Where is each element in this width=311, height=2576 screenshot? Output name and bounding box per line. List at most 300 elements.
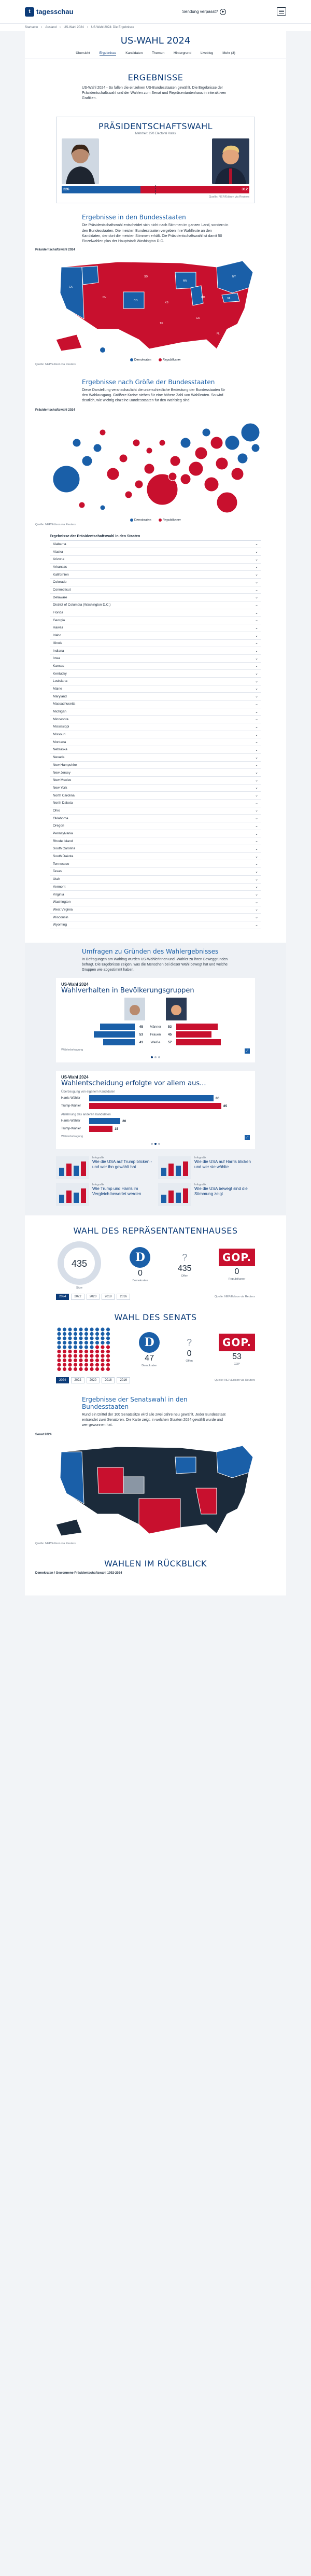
senate-seat-dot bbox=[90, 1336, 93, 1340]
state-bubble[interactable] bbox=[125, 491, 132, 498]
state-accordion-item[interactable] bbox=[50, 853, 261, 861]
state-name: Nebraska bbox=[53, 748, 67, 752]
state-name: New Hampshire bbox=[53, 763, 77, 767]
senate-seat-dot bbox=[101, 1354, 104, 1357]
group-label: Weiße bbox=[150, 1040, 161, 1044]
gop-value: 53 bbox=[168, 1025, 172, 1029]
teaser-row bbox=[56, 1156, 255, 1179]
teaser-headline: Wie die USA bewegt sind die Stimmung zeigt bbox=[194, 1186, 248, 1196]
missed-broadcast-link[interactable] bbox=[182, 9, 227, 15]
state-bubble[interactable] bbox=[204, 477, 219, 492]
reason-value: 20 bbox=[122, 1119, 126, 1123]
chevron-down-icon: ⌄ bbox=[255, 923, 258, 927]
gop-value: 57 bbox=[168, 1040, 172, 1044]
state-name: Pennsylvania bbox=[53, 832, 73, 836]
senate-seat-dot bbox=[79, 1341, 82, 1345]
subnav-item[interactable]: Liveblog bbox=[200, 51, 214, 55]
results-heading: ERGEBNISSE bbox=[128, 73, 183, 82]
teaser-text bbox=[92, 1183, 153, 1206]
senate-seat-dot bbox=[90, 1327, 93, 1331]
state-bubble[interactable] bbox=[170, 456, 180, 466]
chevron-down-icon: ⌄ bbox=[255, 885, 258, 889]
state-accordion-item[interactable] bbox=[50, 785, 261, 792]
chevron-down-icon: ⌄ bbox=[255, 580, 258, 584]
subnav-item[interactable]: Themen bbox=[152, 51, 164, 55]
year-tab[interactable]: 2018 bbox=[102, 1294, 115, 1300]
by-state-source: Quelle: NEP/Edison via Reuters bbox=[35, 362, 76, 366]
chevron-down-icon: ⌄ bbox=[255, 862, 258, 866]
state-bubble[interactable] bbox=[159, 440, 165, 446]
reason-row bbox=[61, 1095, 250, 1101]
chevron-down-icon: ⌄ bbox=[255, 641, 258, 646]
teaser-kicker: Infografik bbox=[194, 1156, 206, 1160]
chevron-down-icon: ⌄ bbox=[255, 778, 258, 782]
president-source: Quelle: NEP/Edison via Reuters bbox=[209, 195, 249, 199]
president-box bbox=[56, 117, 255, 203]
chevron-down-icon: ⌄ bbox=[255, 824, 258, 828]
year-tab[interactable]: 2022 bbox=[71, 1294, 84, 1300]
senate-map-text: Rund ein Drittel der 100 Senatssitze wird alle zwei Jahre neu gewählt. Jeder Bundesstaat entsendet zwei Senatoren. Die Karte zeigt, in welchen Staaten 2024 gewählt wurde und wer gewonnen hat. bbox=[82, 1413, 226, 1427]
senate-seat-dot bbox=[95, 1367, 99, 1371]
state-name: Virginia bbox=[53, 892, 64, 897]
state-bubble[interactable] bbox=[189, 461, 203, 476]
svg-text:NY: NY bbox=[232, 275, 236, 278]
state-accordion-item[interactable] bbox=[50, 884, 261, 891]
senate-seat-dot bbox=[63, 1367, 66, 1371]
house-open-caption: Offen bbox=[181, 1274, 188, 1278]
state-accordion-item[interactable] bbox=[50, 876, 261, 884]
state-accordion-item[interactable] bbox=[50, 830, 261, 838]
state-name: Ohio bbox=[53, 808, 60, 813]
state-bubble[interactable] bbox=[231, 468, 244, 480]
state-accordion-item[interactable] bbox=[50, 564, 261, 571]
state-name: Utah bbox=[53, 877, 60, 881]
chevron-down-icon: ⌄ bbox=[255, 550, 258, 554]
state-accordion-item[interactable] bbox=[50, 579, 261, 586]
state-bubble[interactable] bbox=[217, 492, 237, 513]
teaser-card[interactable] bbox=[56, 1183, 153, 1206]
senate-seat-dot bbox=[57, 1332, 61, 1336]
reason-bar bbox=[89, 1103, 221, 1109]
state-accordion-item[interactable] bbox=[50, 541, 261, 549]
state-accordion-item[interactable] bbox=[50, 860, 261, 868]
state-accordion-item[interactable] bbox=[50, 777, 261, 785]
bubble-map-svg[interactable] bbox=[46, 412, 265, 515]
state-bubble[interactable] bbox=[53, 466, 80, 493]
state-accordion-item[interactable] bbox=[50, 746, 261, 754]
state-accordion-item[interactable] bbox=[50, 738, 261, 746]
state-accordion-item[interactable] bbox=[50, 670, 261, 678]
senate-open-caption: Offen bbox=[186, 1359, 193, 1363]
state-accordion-item[interactable] bbox=[50, 914, 261, 921]
open-seats-icon: ? bbox=[187, 1337, 192, 1348]
senate-seat-dot bbox=[106, 1345, 110, 1349]
svg-text:CA: CA bbox=[69, 285, 73, 289]
polls-text: In Befragungen am Wahltag wurden US-Wählerinnen und -Wähler zu ihren Beweggründen befragt. Die Ergebnisse zeigen, was die Menschen bei dieser Wahl bewegt hat und welche Gruppen wie abgestimmt haben. bbox=[82, 957, 228, 972]
tagesschau-logo-icon: t bbox=[25, 7, 34, 17]
chevron-down-icon: ⌄ bbox=[255, 634, 258, 638]
senate-seat-dot bbox=[79, 1363, 82, 1366]
group-row bbox=[61, 1024, 250, 1030]
chevron-down-icon: ⌄ bbox=[255, 794, 258, 798]
state-accordion-item[interactable] bbox=[50, 655, 261, 663]
share-icon[interactable]: ⤢ bbox=[245, 1135, 250, 1140]
senate-seat-dot bbox=[63, 1350, 66, 1353]
state-accordion-item[interactable] bbox=[50, 685, 261, 693]
chevron-down-icon: ⌄ bbox=[255, 809, 258, 813]
senate-seat-dot bbox=[79, 1327, 82, 1331]
card-kicker: US-Wahl 2024 bbox=[61, 982, 89, 987]
svg-text:TX: TX bbox=[160, 321, 163, 325]
house-gop-caption: Republikaner bbox=[228, 1278, 246, 1281]
carousel-dots[interactable] bbox=[61, 1056, 250, 1058]
reason-row bbox=[61, 1126, 250, 1132]
state-accordion-item[interactable] bbox=[50, 640, 261, 648]
senate-seat-dot bbox=[95, 1327, 99, 1331]
chevron-down-icon: ⌄ bbox=[255, 656, 258, 661]
state-bubble[interactable] bbox=[100, 505, 105, 510]
year-tab[interactable]: 2016 bbox=[117, 1294, 130, 1300]
senate-seat-dot bbox=[63, 1341, 66, 1345]
breadcrumb-separator: › bbox=[60, 26, 61, 29]
teaser-text bbox=[194, 1183, 255, 1206]
senate-seat-dot bbox=[84, 1363, 88, 1366]
state-bubble[interactable] bbox=[195, 447, 207, 459]
teaser-thumbnail bbox=[158, 1156, 191, 1179]
state-bubble[interactable] bbox=[180, 474, 191, 484]
state-accordion-item[interactable] bbox=[50, 556, 261, 564]
state-bubble[interactable] bbox=[168, 472, 177, 481]
chevron-down-icon: ⌄ bbox=[255, 702, 258, 706]
chevron-down-icon: ⌄ bbox=[255, 855, 258, 859]
state-bubble[interactable] bbox=[251, 444, 260, 452]
chevron-down-icon: ⌄ bbox=[255, 573, 258, 577]
senate-seat-dot bbox=[106, 1367, 110, 1371]
state-bubble[interactable] bbox=[144, 464, 154, 474]
chevron-down-icon: ⌄ bbox=[255, 755, 258, 760]
state-name: Wisconsin bbox=[53, 915, 68, 919]
state-name: Idaho bbox=[53, 634, 62, 638]
chevron-down-icon: ⌄ bbox=[255, 687, 258, 691]
state-accordion-item[interactable] bbox=[50, 693, 261, 701]
card-title: Wahlentscheidung erfolgte vor allem aus... bbox=[61, 1080, 206, 1088]
subnav-item[interactable]: Hintergrund bbox=[174, 51, 191, 55]
breadcrumb-item[interactable]: US-Wahl 2024 bbox=[64, 26, 84, 29]
senate-seat-dot bbox=[84, 1336, 88, 1340]
breadcrumb-item[interactable]: Startseite bbox=[25, 26, 38, 29]
senate-seat-dot bbox=[101, 1367, 104, 1371]
card-title: Wahlverhalten in Bevölkerungsgruppen bbox=[61, 987, 194, 995]
states-map-svg[interactable] bbox=[46, 251, 265, 355]
state-bubble[interactable] bbox=[146, 447, 152, 454]
state-accordion-item[interactable] bbox=[50, 701, 261, 708]
state-accordion-item[interactable] bbox=[50, 769, 261, 777]
senate-seat-dot bbox=[90, 1354, 93, 1357]
state-name: Texas bbox=[53, 870, 62, 874]
senate-source: Quelle: NEP/Edison via Reuters bbox=[215, 1379, 255, 1382]
teaser-card[interactable] bbox=[56, 1156, 153, 1179]
state-name: Minnesota bbox=[53, 717, 68, 721]
state-bubble[interactable] bbox=[82, 456, 92, 466]
democrats-logo-icon: D bbox=[139, 1332, 160, 1353]
teaser-thumbnail bbox=[56, 1156, 89, 1179]
state-accordion-item[interactable] bbox=[50, 647, 261, 655]
senate-seat-dot bbox=[63, 1359, 66, 1362]
state-accordion-item[interactable] bbox=[50, 632, 261, 640]
state-accordion-item[interactable] bbox=[50, 594, 261, 601]
by-state-legend bbox=[25, 358, 286, 362]
senate-seat-dot bbox=[74, 1332, 77, 1336]
state-accordion-item[interactable] bbox=[50, 800, 261, 807]
breadcrumb-item[interactable]: Ausland bbox=[45, 26, 57, 29]
state-accordion-item[interactable] bbox=[50, 617, 261, 624]
state-name: Arkansas bbox=[53, 565, 67, 569]
state-name: North Carolina bbox=[53, 793, 75, 797]
dem-value: 41 bbox=[139, 1040, 143, 1044]
teaser-kicker: Infografik bbox=[92, 1183, 104, 1187]
legend-gop: Republikaner bbox=[159, 519, 181, 522]
house-total bbox=[56, 1240, 103, 1290]
state-accordion-item[interactable] bbox=[50, 548, 261, 556]
state-bubble[interactable] bbox=[107, 468, 119, 480]
chevron-down-icon: ⌄ bbox=[255, 542, 258, 547]
senate-seat-dot bbox=[57, 1336, 61, 1340]
state-accordion-item[interactable] bbox=[50, 845, 261, 853]
left-bar-wrap bbox=[61, 1031, 135, 1038]
by-state-title: Ergebnisse in den Bundesstaaten bbox=[82, 214, 186, 221]
state-name: New York bbox=[53, 786, 67, 790]
state-accordion-item[interactable] bbox=[50, 868, 261, 876]
senate-seat-dot bbox=[79, 1359, 82, 1362]
senate-seat-dot bbox=[79, 1354, 82, 1357]
senate-seat-dot bbox=[74, 1367, 77, 1371]
gop-fill bbox=[140, 186, 249, 193]
senate-seat-dot bbox=[101, 1363, 104, 1366]
state-name: Iowa bbox=[53, 656, 60, 661]
senate-seat-dot bbox=[74, 1336, 77, 1340]
senate-seat-dot bbox=[57, 1354, 61, 1357]
state-bubble[interactable] bbox=[93, 444, 102, 452]
poll-card-reasons bbox=[56, 1071, 255, 1149]
dem-bar bbox=[100, 1024, 135, 1030]
teaser-card[interactable] bbox=[158, 1156, 255, 1179]
chevron-down-icon: ⌄ bbox=[255, 740, 258, 745]
year-tab[interactable]: 2022 bbox=[71, 1377, 84, 1383]
senate-seat-dot bbox=[68, 1359, 72, 1362]
house-ring-chart bbox=[56, 1240, 103, 1286]
senate-seat-dot bbox=[74, 1363, 77, 1366]
senate-map-svg[interactable] bbox=[46, 1436, 265, 1540]
state-accordion-item[interactable] bbox=[50, 762, 261, 769]
state-accordion-item[interactable] bbox=[50, 906, 261, 914]
svg-text:FL: FL bbox=[217, 332, 220, 335]
chevron-down-icon: ⌄ bbox=[255, 619, 258, 623]
senate-seat-dot bbox=[68, 1354, 72, 1357]
senate-seat-dot bbox=[57, 1350, 61, 1353]
state-bubble[interactable] bbox=[241, 423, 260, 442]
legend-gop: Republikaner bbox=[159, 358, 181, 362]
state-accordion-item[interactable] bbox=[50, 716, 261, 723]
senate-seat-dot bbox=[106, 1341, 110, 1345]
state-bubble[interactable] bbox=[210, 437, 223, 449]
dem-votes: 226 bbox=[63, 188, 69, 192]
missed-broadcast-label: Sendung verpasst? bbox=[182, 9, 218, 14]
senate-seat-dot bbox=[74, 1327, 77, 1331]
page-title: US-WAHL 2024 bbox=[120, 35, 191, 46]
year-tab[interactable]: 2020 bbox=[87, 1377, 100, 1383]
state-bubble[interactable] bbox=[133, 439, 140, 446]
chevron-down-icon: ⌄ bbox=[255, 763, 258, 767]
state-accordion-item[interactable] bbox=[50, 921, 261, 929]
teaser-text bbox=[194, 1156, 255, 1179]
state-accordion-item[interactable] bbox=[50, 899, 261, 906]
state-name: Delaware bbox=[53, 595, 67, 599]
senate-seat-dot bbox=[68, 1327, 72, 1331]
house-gop bbox=[219, 1249, 255, 1281]
state-accordion-item[interactable] bbox=[50, 837, 261, 845]
state-bubble[interactable] bbox=[73, 439, 81, 447]
senate-year-tabs bbox=[56, 1377, 130, 1383]
by-state-map-label: Präsidentschaftswahl 2024 bbox=[35, 248, 75, 251]
state-accordion-item[interactable] bbox=[50, 731, 261, 739]
year-tab[interactable]: 2024 bbox=[56, 1294, 69, 1300]
chevron-down-icon: ⌄ bbox=[255, 801, 258, 805]
house-heading: WAHL DES REPRÄSENTANTENHAUSES bbox=[73, 1226, 238, 1236]
chevron-down-icon: ⌄ bbox=[255, 817, 258, 821]
state-name: Georgia bbox=[53, 618, 65, 622]
state-bubble[interactable] bbox=[216, 457, 228, 470]
state-name: South Dakota bbox=[53, 855, 74, 859]
subnav-item[interactable]: Ergebnisse bbox=[99, 51, 117, 55]
state-name: Nevada bbox=[53, 755, 65, 760]
group-label: Frauen bbox=[150, 1032, 161, 1037]
poll-card-groups bbox=[56, 978, 255, 1062]
state-accordion-item[interactable] bbox=[50, 586, 261, 594]
state-name: Maine bbox=[53, 687, 62, 691]
subnav-item[interactable]: Kandidaten bbox=[125, 51, 143, 55]
senate-seat-dot bbox=[68, 1367, 72, 1371]
state-bubble[interactable] bbox=[237, 453, 248, 464]
subnav-item[interactable]: Übersicht bbox=[76, 51, 90, 55]
trump-thumb bbox=[166, 998, 187, 1020]
year-tab[interactable]: 2018 bbox=[102, 1377, 115, 1383]
chevron-down-icon: ⌄ bbox=[255, 771, 258, 775]
by-size-title: Ergebnisse nach Größe der Bundesstaaten bbox=[82, 378, 215, 386]
by-state-text: Die Präsidentschaftswahl entscheidet sich nicht nach Stimmen im ganzen Land, sondern in den Bundesstaaten. Die meisten Bundesstaaten vergeben ihre Wahlleute an den Kandidaten, der dort die meisten Stimmen erhält. Die Präsidentschaftswahl ist damit 50 Einzelwahlen plus der Hauptstadt Washington D.C. bbox=[82, 223, 229, 243]
chevron-down-icon: ⌄ bbox=[255, 664, 258, 668]
senate-map[interactable] bbox=[46, 1436, 265, 1541]
logo[interactable] bbox=[25, 7, 74, 17]
state-accordion-item[interactable] bbox=[50, 891, 261, 899]
state-name: Kalifornien bbox=[53, 572, 69, 577]
svg-text:CO: CO bbox=[134, 299, 138, 302]
by-size-map-label: Präsidentschaftswahl 2024 bbox=[35, 408, 75, 412]
subnav-item[interactable]: Mehr (3) bbox=[222, 51, 235, 55]
breadcrumb-separator: › bbox=[87, 26, 88, 29]
state-accordion-item[interactable] bbox=[50, 708, 261, 716]
gop-logo-icon: GOP. bbox=[219, 1334, 255, 1351]
state-accordion-item[interactable] bbox=[50, 624, 261, 632]
senate-seat-dot bbox=[79, 1345, 82, 1349]
senate-dem-seats: 47 bbox=[145, 1354, 154, 1363]
state-accordion-item[interactable] bbox=[50, 815, 261, 822]
senate-seat-dot bbox=[68, 1345, 72, 1349]
senate-seat-dot bbox=[84, 1367, 88, 1371]
state-accordion-item[interactable] bbox=[50, 609, 261, 617]
retro-label: Demokraten / Gewonnene Präsidentschaftswahl 1992-2024 bbox=[35, 1572, 122, 1575]
menu-button[interactable] bbox=[277, 7, 286, 16]
year-tab[interactable]: 2024 bbox=[56, 1377, 69, 1383]
right-bar-wrap bbox=[176, 1024, 250, 1030]
state-bubble[interactable] bbox=[225, 436, 239, 450]
breadcrumb-item[interactable]: US-Wahl 2024: Die Ergebnisse bbox=[91, 26, 134, 29]
page-body bbox=[25, 31, 286, 1595]
retro-heading: WAHLEN IM RÜCKBLICK bbox=[104, 1559, 207, 1569]
state-bubble[interactable] bbox=[119, 454, 128, 463]
state-accordion-item[interactable] bbox=[50, 601, 261, 609]
carousel-dots[interactable] bbox=[61, 1143, 250, 1145]
state-bubble[interactable] bbox=[79, 502, 85, 508]
senate-dem bbox=[139, 1332, 160, 1367]
us-map-states[interactable] bbox=[46, 251, 265, 356]
teaser-headline: Wie die USA auf Trump blicken - und wer ihn gewählt hat bbox=[92, 1159, 152, 1169]
reason-row bbox=[61, 1118, 250, 1124]
harris-portrait bbox=[62, 138, 99, 184]
bubble-map[interactable] bbox=[46, 412, 265, 516]
by-size-text: Diese Darstellung veranschaulicht die unterschiedliche Bedeutung der Bundesstaaten für den Wahlausgang. Größere Kreise stehen für eine höhere Zahl von Wahlleuten. So wird deutlich, wie wichtig einzelne Bundesstaaten für den Wahlsieg sind. bbox=[82, 388, 225, 402]
senate-seat-dot bbox=[63, 1327, 66, 1331]
chevron-down-icon: ⌄ bbox=[255, 718, 258, 722]
majority-caption: Mehrheit: 270 Electoral Votes bbox=[135, 132, 176, 136]
menu-line-icon bbox=[279, 11, 284, 12]
state-name: New Mexico bbox=[53, 778, 72, 782]
group1-label: Überzeugung von eigenem Kandidaten bbox=[61, 1090, 116, 1094]
senate-seat-dot bbox=[68, 1336, 72, 1340]
senate-seat-dot bbox=[90, 1345, 93, 1349]
state-bubble[interactable] bbox=[180, 438, 191, 448]
senate-seat-dot bbox=[84, 1345, 88, 1349]
state-accordion-item[interactable] bbox=[50, 723, 261, 731]
state-accordion-item[interactable] bbox=[50, 663, 261, 670]
chevron-down-icon: ⌄ bbox=[255, 611, 258, 615]
year-tab[interactable]: 2020 bbox=[87, 1294, 100, 1300]
state-accordion-item[interactable] bbox=[50, 807, 261, 815]
chevron-down-icon: ⌄ bbox=[255, 695, 258, 699]
senate-seat-dot bbox=[106, 1336, 110, 1340]
state-accordion-item[interactable] bbox=[50, 754, 261, 762]
year-tab[interactable]: 2016 bbox=[117, 1377, 130, 1383]
share-icon[interactable]: ⤢ bbox=[245, 1048, 250, 1054]
state-accordion-item[interactable] bbox=[50, 571, 261, 579]
state-accordion-item[interactable] bbox=[50, 678, 261, 685]
state-name: Kansas bbox=[53, 664, 64, 668]
teaser-card[interactable] bbox=[158, 1183, 255, 1206]
senate-seat-dot bbox=[68, 1350, 72, 1353]
state-accordion-item[interactable] bbox=[50, 822, 261, 830]
state-name: Connecticut bbox=[53, 588, 71, 592]
breadcrumb-separator: › bbox=[41, 26, 43, 29]
state-name: Wyoming bbox=[53, 923, 67, 927]
house-dem bbox=[130, 1247, 150, 1282]
state-bubble[interactable] bbox=[135, 480, 143, 488]
state-bubble[interactable] bbox=[202, 428, 210, 437]
state-name: Rhode Island bbox=[53, 839, 73, 843]
left-bar-wrap bbox=[61, 1024, 135, 1030]
dem-value: 45 bbox=[139, 1025, 143, 1029]
right-bar-wrap bbox=[176, 1039, 250, 1045]
state-bubble[interactable] bbox=[100, 429, 106, 436]
state-accordion-item[interactable] bbox=[50, 792, 261, 800]
